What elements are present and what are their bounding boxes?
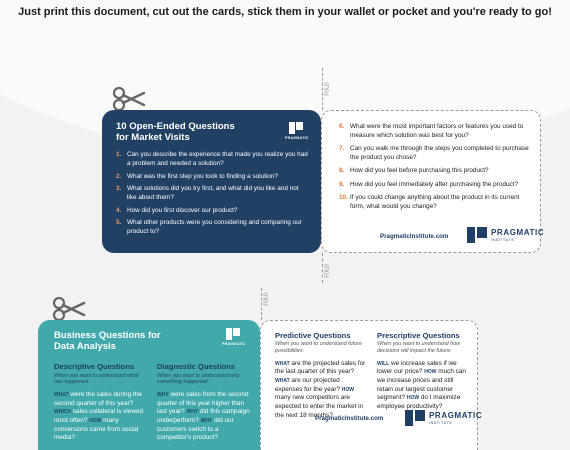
data-analysis-card-back [260, 320, 483, 450]
question-text: Can you walk me through the steps you completed to purchase the product you chose? [350, 145, 529, 161]
question-list-front [116, 151, 309, 236]
fold-line-top [322, 68, 323, 110]
pragmatic-logo-icon [289, 122, 303, 134]
logo-subtext: PRAGMATIC [222, 342, 246, 346]
body-text: were the sales during the second quarter of this year? [54, 391, 142, 407]
list-item [339, 145, 530, 162]
body-text: we increase sales if we lower our price? [377, 359, 457, 376]
body-text: are the projected sales for the last quarter of this year? [275, 359, 366, 376]
body-text: were sales from the second quarter of this year higher than last year? [157, 391, 249, 416]
column-body [157, 391, 250, 443]
intro-text: Just print this document, cut out the cards, stick them in your wallet or pocket and you're ready to go! [18, 6, 552, 18]
prescriptive-column [377, 331, 469, 420]
body-text: did this campaign underperform? [157, 408, 250, 425]
question-number: 9. [339, 180, 345, 188]
question-number: 4. [116, 206, 122, 214]
column-subheading: When you want to understand what has happened: [54, 372, 139, 386]
keyword: WHY [186, 409, 199, 416]
pragmatic-logo-icon [226, 328, 240, 340]
brand-name: PRAGMATIC [429, 411, 483, 420]
question-number: 6. [339, 123, 345, 130]
scissors-icon [112, 86, 146, 112]
fold-line-lower [261, 288, 262, 320]
website-link[interactable]: PragmaticInstitute.com [380, 233, 449, 240]
list-item [339, 167, 530, 176]
fold-line-mid [322, 253, 323, 283]
card-title [54, 330, 250, 352]
list-item [116, 207, 309, 216]
question-number: 10. [339, 194, 348, 202]
keyword: HOW [406, 395, 420, 402]
scissors-icon [52, 296, 86, 322]
question-number: 7. [339, 145, 345, 153]
question-text: Can you describe the experience that made you realize you had a problem and needed a solution? [127, 151, 308, 168]
pragmatic-logo-icon [467, 227, 487, 243]
keyword: WHY [157, 392, 169, 399]
brand-name: PRAGMATIC [491, 228, 545, 237]
question-number: 8. [339, 167, 345, 175]
question-text: If you could change anything about the product in its current form, what would you change? [350, 194, 520, 210]
question-columns [54, 362, 250, 443]
column-body [275, 360, 367, 420]
website-link[interactable]: PragmaticInstitute.com [315, 415, 384, 422]
question-text: How did you feel before purchasing this product? [350, 167, 489, 175]
keyword: WILL [377, 360, 390, 367]
list-item [116, 219, 309, 236]
question-columns [275, 331, 469, 420]
logo-subtext: PRAGMATIC [285, 136, 309, 140]
keyword: HOW [424, 369, 437, 376]
card-title-line: 10 Open-Ended Questions [116, 121, 235, 132]
list-item [339, 181, 530, 190]
question-text: How did you first discover our product? [127, 206, 238, 214]
column-subheading: When you want to understand how decisions will impact the future: [377, 341, 461, 354]
body-text: many new competitors are expected to enter the market in the next 18 months? [275, 394, 364, 419]
question-number: 5. [116, 219, 122, 227]
pragmatic-logo-icon [405, 410, 425, 426]
column-heading: Descriptive Questions [54, 362, 135, 372]
predictive-column [275, 331, 367, 420]
column-body [54, 391, 147, 443]
column-heading: Diagnostic Questions [157, 362, 236, 372]
keyword: WHICH [54, 409, 71, 416]
question-number: 3. [116, 185, 122, 193]
list-item [116, 173, 309, 182]
market-visits-card-front [102, 110, 321, 253]
question-text: What solutions did you try first, and what did you like and not like about them? [127, 185, 299, 201]
fold-label-mid: FOLD [324, 264, 331, 278]
card-title [116, 121, 309, 143]
keyword: HOW [341, 386, 355, 393]
question-number: 2. [116, 172, 122, 180]
question-text: What other products were you considering and comparing our product to? [127, 219, 302, 235]
body-text: sales collateral is viewed most often? [54, 408, 144, 425]
card-title-line: Data Analysis [54, 341, 116, 353]
column-body [377, 360, 469, 412]
brand-subtext: INSTITUTE [491, 238, 515, 242]
question-text: What were the most important factors or features you used to measure which solution was best for you? [350, 123, 524, 139]
question-list-back [339, 123, 530, 211]
brand-subtext: INSTITUTE [429, 421, 453, 425]
fold-label-lower: FOLD [263, 292, 270, 306]
column-subheading: When you want to understand future possibilities: [275, 341, 362, 354]
market-visits-card-back [321, 110, 545, 253]
data-analysis-card-front [38, 320, 260, 450]
list-item [339, 194, 530, 211]
fold-label-top: FOLD [324, 82, 331, 96]
diagnostic-column [157, 362, 250, 443]
body-text: much can we increase prices and still retain our largest customer segment? [377, 368, 466, 402]
question-text: What was the first step you took to finding a solution? [127, 172, 278, 180]
card-title-line: for Market Visits [116, 132, 190, 144]
column-heading: Prescriptive Questions [377, 331, 460, 340]
column-heading: Predictive Questions [275, 331, 351, 340]
keyword: WHAT [275, 360, 290, 367]
list-item [116, 151, 309, 168]
question-text: How did you feel immediately after purchasing the product? [350, 180, 519, 188]
column-subheading: When you want to understand why something happened: [157, 372, 240, 386]
keyword: WHY [200, 418, 213, 425]
body-text: do I maximize employee productivity? [377, 394, 461, 410]
body-text: are our projected expenses for the year? [275, 377, 342, 393]
list-item [116, 185, 309, 202]
list-item [339, 123, 530, 140]
descriptive-column [54, 362, 147, 443]
body-text: many conversions came from social media? [54, 417, 139, 442]
keyword: WHAT [54, 392, 69, 399]
keyword: HOW [89, 418, 102, 425]
question-number: 1. [116, 151, 122, 159]
body-text: did our customers switch to a competitor's product? [157, 417, 234, 442]
keyword: WHAT [275, 378, 290, 385]
card-title-line: Business Questions for [54, 330, 161, 341]
